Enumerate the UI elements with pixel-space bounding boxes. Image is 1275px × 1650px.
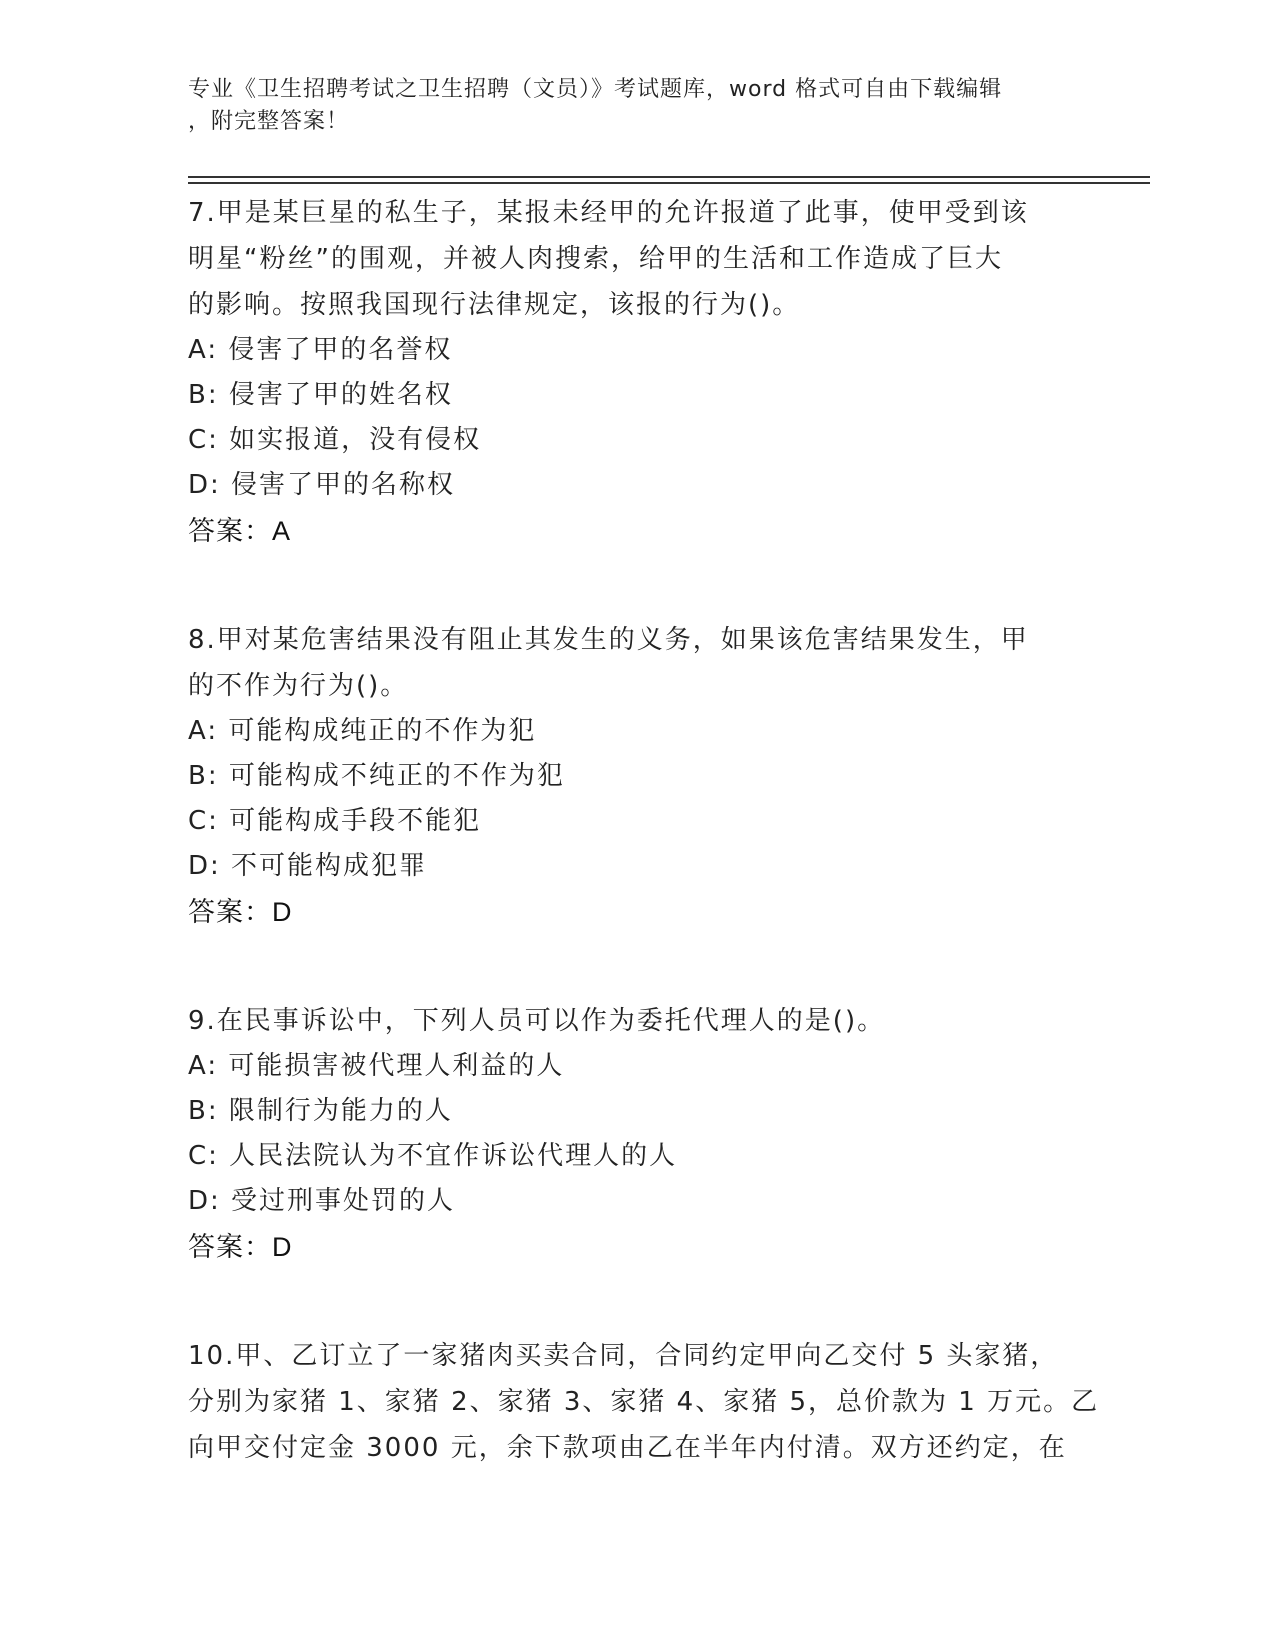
question-text-line: 8.甲对某危害结果没有阻止其发生的义务，如果该危害结果发生，甲 (188, 625, 1029, 655)
question-10 (188, 1333, 1100, 1471)
option-d: D: 不可能构成犯罪 (188, 851, 428, 881)
question-spacer (188, 554, 1088, 617)
option-a: A: 侵害了甲的名誉权 (188, 335, 453, 365)
option-b: B: 可能构成不纯正的不作为犯 (188, 761, 565, 791)
answer-label: 答案：D (188, 1232, 293, 1262)
option-a: A: 可能损害被代理人利益的人 (188, 1051, 565, 1081)
question-spacer (188, 935, 1088, 998)
option-d: D: 侵害了甲的名称权 (188, 470, 456, 500)
question-list (188, 190, 1100, 1471)
header-divider-bottom (188, 182, 1150, 184)
option-a: A: 可能构成纯正的不作为犯 (188, 716, 537, 746)
option-b: B: 侵害了甲的姓名权 (188, 380, 453, 410)
answer-label: 答案：D (188, 897, 293, 927)
question-text-line: 10.甲、乙订立了一家猪肉买卖合同，合同约定甲向乙交付 5 头家猪， (188, 1341, 1059, 1371)
header-line-1: 专业《卫生招聘考试之卫生招聘（文员）》考试题库，word 格式可自由下载编辑 (188, 77, 1003, 102)
question-text-line: 的影响。按照我国现行法律规定，该报的行为()。 (188, 290, 801, 320)
question-text-line: 分别为家猪 1、家猪 2、家猪 3、家猪 4、家猪 5，总价款为 1 万元。乙 (188, 1387, 1100, 1417)
question-text-line: 7.甲是某巨星的私生子，某报未经甲的允许报道了此事，使甲受到该 (188, 198, 1029, 228)
option-c: C: 可能构成手段不能犯 (188, 806, 482, 836)
option-c: C: 人民法院认为不宜作诉讼代理人的人 (188, 1141, 678, 1171)
question-text-line: 明星“粉丝”的围观，并被人肉搜索，给甲的生活和工作造成了巨大 (188, 244, 1003, 274)
option-d: D: 受过刑事处罚的人 (188, 1186, 456, 1216)
question-7 (188, 190, 1088, 554)
question-text-line: 9.在民事诉讼中，下列人员可以作为委托代理人的是()。 (188, 1006, 886, 1036)
header-line-2: ，附完整答案！ (188, 109, 350, 134)
question-text-line: 向甲交付定金 3000 元，余下款项由乙在半年内付清。双方还约定，在 (188, 1433, 1067, 1463)
answer-label: 答案：A (188, 516, 292, 546)
option-b: B: 限制行为能力的人 (188, 1096, 453, 1126)
question-8 (188, 617, 1088, 935)
question-text-line: 的不作为行为()。 (188, 671, 409, 701)
header-divider-top (188, 176, 1150, 178)
document-header (188, 74, 1068, 138)
question-spacer (188, 1270, 1088, 1333)
question-9 (188, 998, 1088, 1270)
option-c: C: 如实报道，没有侵权 (188, 425, 482, 455)
